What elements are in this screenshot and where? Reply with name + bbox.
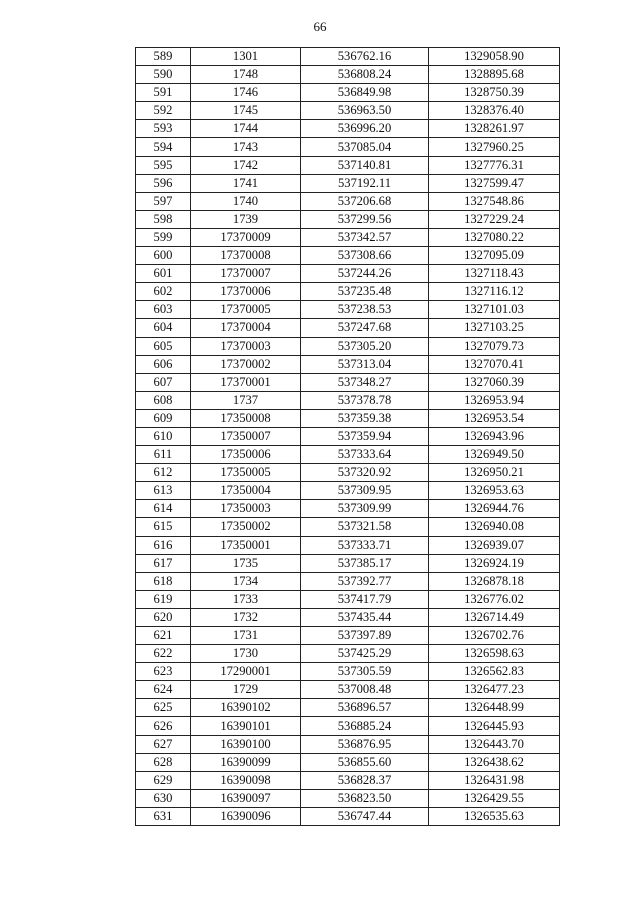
coordinates-table-body	[136, 48, 560, 826]
table-row	[136, 192, 560, 210]
point-number-cell: 601	[136, 265, 191, 283]
x-coordinate-cell: 537385.17	[301, 554, 429, 572]
point-id-cell: 17370009	[191, 228, 301, 246]
y-coordinate-cell: 1326598.63	[429, 645, 560, 663]
point-number-cell: 625	[136, 699, 191, 717]
point-number-cell: 598	[136, 210, 191, 228]
point-number-cell: 621	[136, 627, 191, 645]
point-number-cell: 590	[136, 66, 191, 84]
point-id-cell: 17370003	[191, 337, 301, 355]
table-row	[136, 319, 560, 337]
y-coordinate-cell: 1327116.12	[429, 283, 560, 301]
y-coordinate-cell: 1326477.23	[429, 681, 560, 699]
x-coordinate-cell: 536855.60	[301, 753, 429, 771]
point-number-cell: 589	[136, 48, 191, 66]
y-coordinate-cell: 1327229.24	[429, 210, 560, 228]
point-number-cell: 619	[136, 590, 191, 608]
point-id-cell: 17350005	[191, 464, 301, 482]
table-row	[136, 247, 560, 265]
point-number-cell: 630	[136, 789, 191, 807]
x-coordinate-cell: 536828.37	[301, 771, 429, 789]
y-coordinate-cell: 1326944.76	[429, 500, 560, 518]
y-coordinate-cell: 1326714.49	[429, 608, 560, 626]
point-number-cell: 596	[136, 174, 191, 192]
table-row	[136, 717, 560, 735]
point-id-cell: 17370004	[191, 319, 301, 337]
y-coordinate-cell: 1328750.39	[429, 84, 560, 102]
point-id-cell: 16390098	[191, 771, 301, 789]
point-number-cell: 627	[136, 735, 191, 753]
y-coordinate-cell: 1326448.99	[429, 699, 560, 717]
point-id-cell: 17370005	[191, 301, 301, 319]
point-id-cell: 1742	[191, 156, 301, 174]
point-id-cell: 1745	[191, 102, 301, 120]
point-number-cell: 613	[136, 482, 191, 500]
table-row	[136, 500, 560, 518]
x-coordinate-cell: 537313.04	[301, 355, 429, 373]
y-coordinate-cell: 1326429.55	[429, 789, 560, 807]
x-coordinate-cell: 537308.66	[301, 247, 429, 265]
point-number-cell: 607	[136, 373, 191, 391]
point-number-cell: 605	[136, 337, 191, 355]
point-id-cell: 17350001	[191, 536, 301, 554]
table-row	[136, 771, 560, 789]
table-row	[136, 554, 560, 572]
point-number-cell: 612	[136, 464, 191, 482]
x-coordinate-cell: 537305.59	[301, 663, 429, 681]
y-coordinate-cell: 1328895.68	[429, 66, 560, 84]
point-number-cell: 592	[136, 102, 191, 120]
point-id-cell: 17350004	[191, 482, 301, 500]
y-coordinate-cell: 1328376.40	[429, 102, 560, 120]
x-coordinate-cell: 536876.95	[301, 735, 429, 753]
point-id-cell: 1731	[191, 627, 301, 645]
y-coordinate-cell: 1327548.86	[429, 192, 560, 210]
x-coordinate-cell: 537425.29	[301, 645, 429, 663]
point-number-cell: 615	[136, 518, 191, 536]
x-coordinate-cell: 537359.94	[301, 427, 429, 445]
x-coordinate-cell: 537206.68	[301, 192, 429, 210]
table-row	[136, 536, 560, 554]
point-number-cell: 600	[136, 247, 191, 265]
point-id-cell: 1733	[191, 590, 301, 608]
point-id-cell: 1739	[191, 210, 301, 228]
y-coordinate-cell: 1327776.31	[429, 156, 560, 174]
coordinates-table	[135, 47, 560, 826]
y-coordinate-cell: 1326443.70	[429, 735, 560, 753]
point-id-cell: 17350003	[191, 500, 301, 518]
table-row	[136, 48, 560, 66]
x-coordinate-cell: 536823.50	[301, 789, 429, 807]
y-coordinate-cell: 1327095.09	[429, 247, 560, 265]
y-coordinate-cell: 1327103.25	[429, 319, 560, 337]
x-coordinate-cell: 537392.77	[301, 572, 429, 590]
table-row	[136, 409, 560, 427]
point-id-cell: 1735	[191, 554, 301, 572]
y-coordinate-cell: 1326431.98	[429, 771, 560, 789]
table-row	[136, 789, 560, 807]
point-id-cell: 17370008	[191, 247, 301, 265]
table-row	[136, 518, 560, 536]
y-coordinate-cell: 1326702.76	[429, 627, 560, 645]
x-coordinate-cell: 537238.53	[301, 301, 429, 319]
table-row	[136, 590, 560, 608]
x-coordinate-cell: 536963.50	[301, 102, 429, 120]
point-id-cell: 17370001	[191, 373, 301, 391]
point-number-cell: 617	[136, 554, 191, 572]
point-id-cell: 1740	[191, 192, 301, 210]
x-coordinate-cell: 537305.20	[301, 337, 429, 355]
table-row	[136, 120, 560, 138]
table-row	[136, 464, 560, 482]
x-coordinate-cell: 537008.48	[301, 681, 429, 699]
y-coordinate-cell: 1328261.97	[429, 120, 560, 138]
y-coordinate-cell: 1327599.47	[429, 174, 560, 192]
y-coordinate-cell: 1329058.90	[429, 48, 560, 66]
table-row	[136, 663, 560, 681]
y-coordinate-cell: 1326776.02	[429, 590, 560, 608]
point-id-cell: 17370007	[191, 265, 301, 283]
point-number-cell: 599	[136, 228, 191, 246]
page-number: 66	[313, 19, 327, 34]
y-coordinate-cell: 1326445.93	[429, 717, 560, 735]
table-row	[136, 681, 560, 699]
point-id-cell: 1729	[191, 681, 301, 699]
point-number-cell: 616	[136, 536, 191, 554]
table-row	[136, 265, 560, 283]
y-coordinate-cell: 1327080.22	[429, 228, 560, 246]
point-number-cell: 603	[136, 301, 191, 319]
x-coordinate-cell: 537309.95	[301, 482, 429, 500]
point-id-cell: 17290001	[191, 663, 301, 681]
table-row	[136, 373, 560, 391]
y-coordinate-cell: 1326950.21	[429, 464, 560, 482]
x-coordinate-cell: 536849.98	[301, 84, 429, 102]
point-id-cell: 1743	[191, 138, 301, 156]
point-id-cell: 1737	[191, 391, 301, 409]
table-row	[136, 699, 560, 717]
table-row	[136, 391, 560, 409]
point-id-cell: 1741	[191, 174, 301, 192]
x-coordinate-cell: 536762.16	[301, 48, 429, 66]
y-coordinate-cell: 1326939.07	[429, 536, 560, 554]
point-number-cell: 593	[136, 120, 191, 138]
y-coordinate-cell: 1326562.83	[429, 663, 560, 681]
y-coordinate-cell: 1326953.54	[429, 409, 560, 427]
x-coordinate-cell: 537247.68	[301, 319, 429, 337]
table-row	[136, 446, 560, 464]
x-coordinate-cell: 537342.57	[301, 228, 429, 246]
table-row	[136, 210, 560, 228]
y-coordinate-cell: 1326535.63	[429, 807, 560, 825]
point-id-cell: 1748	[191, 66, 301, 84]
point-number-cell: 609	[136, 409, 191, 427]
table-row	[136, 735, 560, 753]
x-coordinate-cell: 537397.89	[301, 627, 429, 645]
point-id-cell: 1301	[191, 48, 301, 66]
x-coordinate-cell: 537085.04	[301, 138, 429, 156]
point-number-cell: 623	[136, 663, 191, 681]
point-number-cell: 629	[136, 771, 191, 789]
point-number-cell: 595	[136, 156, 191, 174]
y-coordinate-cell: 1326953.94	[429, 391, 560, 409]
x-coordinate-cell: 536996.20	[301, 120, 429, 138]
point-id-cell: 1744	[191, 120, 301, 138]
x-coordinate-cell: 537140.81	[301, 156, 429, 174]
table-row	[136, 608, 560, 626]
point-number-cell: 618	[136, 572, 191, 590]
x-coordinate-cell: 537333.71	[301, 536, 429, 554]
point-id-cell: 16390099	[191, 753, 301, 771]
point-number-cell: 591	[136, 84, 191, 102]
point-number-cell: 614	[136, 500, 191, 518]
table-row	[136, 283, 560, 301]
point-id-cell: 1732	[191, 608, 301, 626]
point-id-cell: 17350008	[191, 409, 301, 427]
point-number-cell: 597	[136, 192, 191, 210]
table-row	[136, 228, 560, 246]
table-row	[136, 102, 560, 120]
x-coordinate-cell: 536747.44	[301, 807, 429, 825]
point-id-cell: 17350006	[191, 446, 301, 464]
y-coordinate-cell: 1326878.18	[429, 572, 560, 590]
y-coordinate-cell: 1327060.39	[429, 373, 560, 391]
y-coordinate-cell: 1327079.73	[429, 337, 560, 355]
table-row	[136, 645, 560, 663]
y-coordinate-cell: 1326949.50	[429, 446, 560, 464]
table-row	[136, 572, 560, 590]
point-id-cell: 1734	[191, 572, 301, 590]
x-coordinate-cell: 537333.64	[301, 446, 429, 464]
point-id-cell: 16390102	[191, 699, 301, 717]
point-id-cell: 1730	[191, 645, 301, 663]
point-id-cell: 16390097	[191, 789, 301, 807]
table-row	[136, 627, 560, 645]
x-coordinate-cell: 537320.92	[301, 464, 429, 482]
table-row	[136, 66, 560, 84]
y-coordinate-cell: 1327118.43	[429, 265, 560, 283]
point-number-cell: 608	[136, 391, 191, 409]
table-row	[136, 138, 560, 156]
x-coordinate-cell: 537244.26	[301, 265, 429, 283]
x-coordinate-cell: 537235.48	[301, 283, 429, 301]
y-coordinate-cell: 1326943.96	[429, 427, 560, 445]
x-coordinate-cell: 536808.24	[301, 66, 429, 84]
point-id-cell: 17350007	[191, 427, 301, 445]
point-number-cell: 624	[136, 681, 191, 699]
point-id-cell: 16390101	[191, 717, 301, 735]
table-row	[136, 807, 560, 825]
x-coordinate-cell: 537435.44	[301, 608, 429, 626]
y-coordinate-cell: 1327101.03	[429, 301, 560, 319]
point-number-cell: 606	[136, 355, 191, 373]
table-row	[136, 482, 560, 500]
point-number-cell: 611	[136, 446, 191, 464]
point-id-cell: 16390096	[191, 807, 301, 825]
table-row	[136, 156, 560, 174]
point-id-cell: 17350002	[191, 518, 301, 536]
point-number-cell: 604	[136, 319, 191, 337]
table-row	[136, 753, 560, 771]
point-number-cell: 631	[136, 807, 191, 825]
x-coordinate-cell: 537309.99	[301, 500, 429, 518]
point-id-cell: 17370006	[191, 283, 301, 301]
y-coordinate-cell: 1326953.63	[429, 482, 560, 500]
x-coordinate-cell: 537378.78	[301, 391, 429, 409]
table-row	[136, 84, 560, 102]
table-row	[136, 337, 560, 355]
point-number-cell: 628	[136, 753, 191, 771]
point-number-cell: 602	[136, 283, 191, 301]
x-coordinate-cell: 537359.38	[301, 409, 429, 427]
table-row	[136, 427, 560, 445]
x-coordinate-cell: 536885.24	[301, 717, 429, 735]
point-id-cell: 16390100	[191, 735, 301, 753]
table-row	[136, 174, 560, 192]
point-number-cell: 626	[136, 717, 191, 735]
y-coordinate-cell: 1326924.19	[429, 554, 560, 572]
x-coordinate-cell: 537417.79	[301, 590, 429, 608]
point-number-cell: 594	[136, 138, 191, 156]
x-coordinate-cell: 537299.56	[301, 210, 429, 228]
x-coordinate-cell: 537192.11	[301, 174, 429, 192]
x-coordinate-cell: 536896.57	[301, 699, 429, 717]
point-id-cell: 1746	[191, 84, 301, 102]
point-number-cell: 620	[136, 608, 191, 626]
point-number-cell: 610	[136, 427, 191, 445]
y-coordinate-cell: 1327070.41	[429, 355, 560, 373]
x-coordinate-cell: 537321.58	[301, 518, 429, 536]
table-row	[136, 301, 560, 319]
x-coordinate-cell: 537348.27	[301, 373, 429, 391]
point-id-cell: 17370002	[191, 355, 301, 373]
point-number-cell: 622	[136, 645, 191, 663]
y-coordinate-cell: 1326438.62	[429, 753, 560, 771]
table-row	[136, 355, 560, 373]
y-coordinate-cell: 1326940.08	[429, 518, 560, 536]
y-coordinate-cell: 1327960.25	[429, 138, 560, 156]
